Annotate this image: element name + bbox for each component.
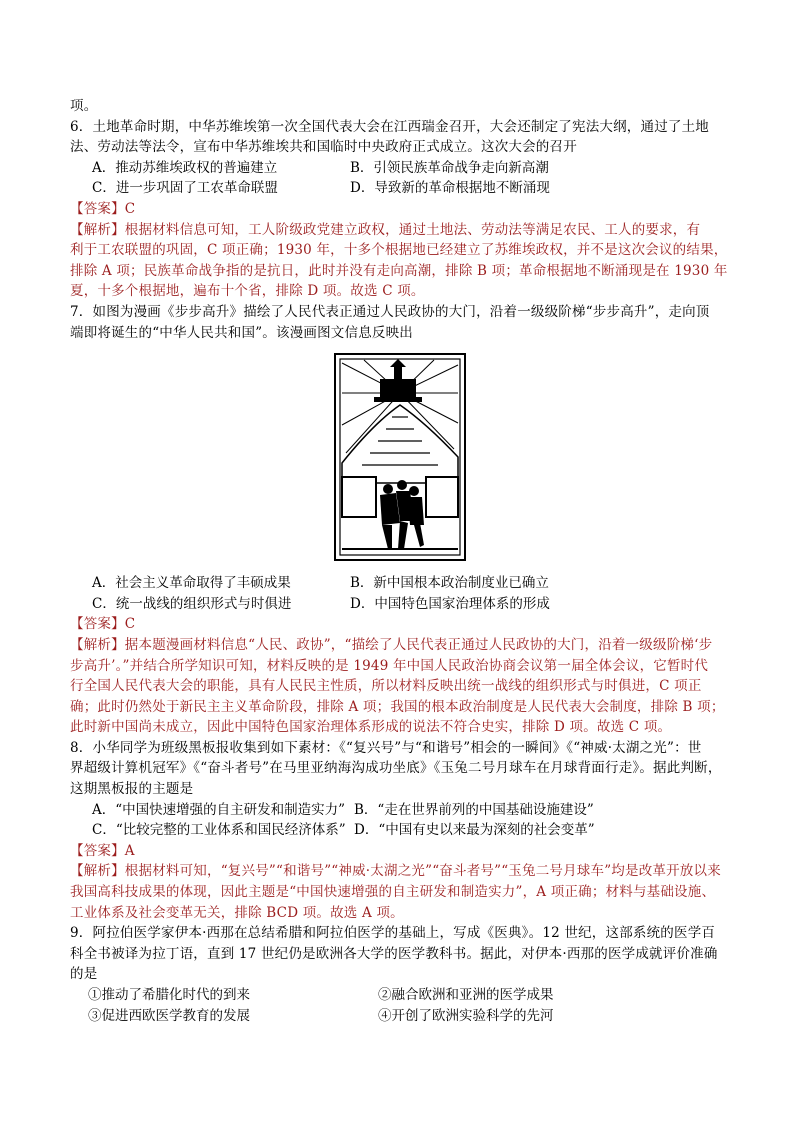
question-7 — [70, 302, 730, 738]
option-a: A．“中国快速增强的自主研发和制造实力” — [92, 801, 346, 818]
option-a: A．推动苏维埃政权的普遍建立 — [92, 159, 278, 176]
analysis-line: 排除 A 项；民族革命战争指的是抗日，此时并没有走向高潮，排除 B 项；革命根据地不断涌现是在 1930 年 — [70, 262, 728, 279]
question-9 — [70, 923, 730, 1026]
analysis-line: 行全国人民代表大会的职能，具有人民民主性质，所以材料反映出统一战线的组织形式与时俱进，C 项正 — [70, 678, 702, 695]
option-a: A．社会主义革命取得了丰硕成果 — [92, 575, 291, 592]
analysis-line: 我国高科技成果的体现，因此主题是“中国快速增强的自主研发和制造实力”，A 项正确；材料与基础设施、 — [70, 884, 716, 901]
question-6 — [70, 117, 730, 302]
option-b: B．引领民族革命战争走向新高潮 — [350, 159, 549, 176]
options-row — [70, 1006, 730, 1027]
analysis-line: 工业体系及社会变革无关，排除 BCD 项。故选 A 项。 — [70, 904, 404, 921]
document-page — [70, 96, 730, 1026]
option-c: C．进一步巩固了工农革命联盟 — [92, 180, 278, 197]
analysis-line: 确；此时仍然处于新民主主义革命阶段，排除 A 项；我国的根本政治制度是人民代表大会制度，排除 B 项； — [70, 698, 725, 715]
cartoon-figure — [70, 353, 730, 561]
analysis-line: 步高升’。”并结合所学知识可知，材料反映的是 1949 年中国人民政治协商会议第一届全体会议，它暂时代 — [70, 657, 709, 674]
question-stem-line: 6．土地革命时期，中华苏维埃第一次全国代表大会在江西瑞金召开，大会还制定了宪法大纲，通过了土地 — [70, 118, 709, 135]
options-row — [70, 178, 730, 199]
analysis-line: 利于工农联盟的巩固，C 项正确；1930 年，十多个根据地已经建立了苏维埃政权，并不是这次会议的结果， — [70, 242, 728, 259]
option-d: D．导致新的革命根据地不断涌现 — [350, 180, 550, 197]
options-row — [70, 594, 730, 615]
analysis-line: 【解析】根据材料可知，“复兴号”“和谐号”“神威·太湖之光”“奋斗者号”“玉兔二号月球车”均是改革开放以来 — [70, 863, 721, 880]
analysis-line: 【解析】根据材料信息可知，工人阶级政党建立政权，通过土地法、劳动法等满足农民、工人的要求，有 — [70, 221, 701, 238]
option-4: ④开创了欧洲实验科学的先河 — [378, 1007, 554, 1024]
analysis-line: 此时新中国尚未成立，因此中国特色国家治理体系形成的说法不符合史实，排除 D 项。故选 C 项。 — [70, 719, 672, 736]
question-stem-line: 法、劳动法等法令，宣布中华苏维埃共和国临时中央政府正式成立。这次大会的召开 — [70, 139, 577, 156]
option-c: C．“比较完整的工业体系和国民经济体系” — [92, 822, 346, 839]
option-1: ①推动了希腊化时代的到来 — [88, 987, 250, 1003]
question-stem-line: 7．如图为漫画《步步高升》描绘了人民代表正通过人民政协的大门，沿着一级级阶梯“步步高升”，走向顶 — [70, 303, 710, 320]
answer-label: 【答案】C — [70, 200, 136, 217]
question-stem-line: 这期黑板报的主题是 — [70, 781, 194, 798]
option-d: D．中国特色国家治理体系的形成 — [350, 595, 550, 612]
options-row — [70, 985, 730, 1006]
analysis-line: 夏，十多个根据地，遍布十个省，排除 D 项。故选 C 项。 — [70, 283, 425, 300]
option-b: B．“走在世界前列的中国基础设施建设” — [354, 801, 594, 818]
answer-label: 【答案】C — [70, 616, 136, 633]
option-d: D．“中国有史以来最为深刻的社会变革” — [354, 822, 595, 839]
question-8 — [70, 738, 730, 923]
option-3: ③促进西欧医学教育的发展 — [88, 1007, 250, 1024]
question-stem-line: 9．阿拉伯医学家伊本·西那在总结希腊和阿拉伯医学的基础上，写成《医典》。12 世纪，这部系统的医学百 — [70, 925, 716, 942]
options-row — [70, 820, 730, 841]
option-b: B．新中国根本政治制度业已确立 — [350, 575, 549, 592]
analysis-line: 【解析】据本题漫画材料信息“人民、政协”，“描绘了人民代表正通过人民政协的大门，沿着一级级阶梯‘步 — [70, 636, 713, 653]
question-stem-line: 端即将诞生的“中华人民共和国”。该漫画图文信息反映出 — [70, 324, 414, 341]
options-row — [70, 158, 730, 179]
answer-label: 【答案】A — [70, 842, 135, 859]
options-row — [70, 573, 730, 594]
options-row — [70, 800, 730, 821]
question-stem-line: 界超级计算机冠军》《“奋斗者号”在马里亚纳海沟成功坐底》《玉兔二号月球车在月球背面行走》。据此判断， — [70, 760, 722, 777]
question-stem-line: 的是 — [70, 966, 98, 983]
question-stem-line: 科全书被译为拉丁语，直到 17 世纪仍是欧洲各大学的医学教科书。据此，对伊本·西那的医学成就评价准确 — [70, 945, 718, 962]
option-c: C．统一战线的组织形式与时俱进 — [92, 595, 292, 612]
cartoon-image — [334, 353, 466, 561]
option-2: ②融合欧洲和亚洲的医学成果 — [378, 987, 554, 1003]
question-stem-line: 8．小华同学为班级黑板报收集到如下素材：《“复兴号”与“和谐号”相会的一瞬间》《“神威·太湖之光”：世 — [70, 739, 702, 756]
continued-text: 项。 — [70, 98, 98, 114]
